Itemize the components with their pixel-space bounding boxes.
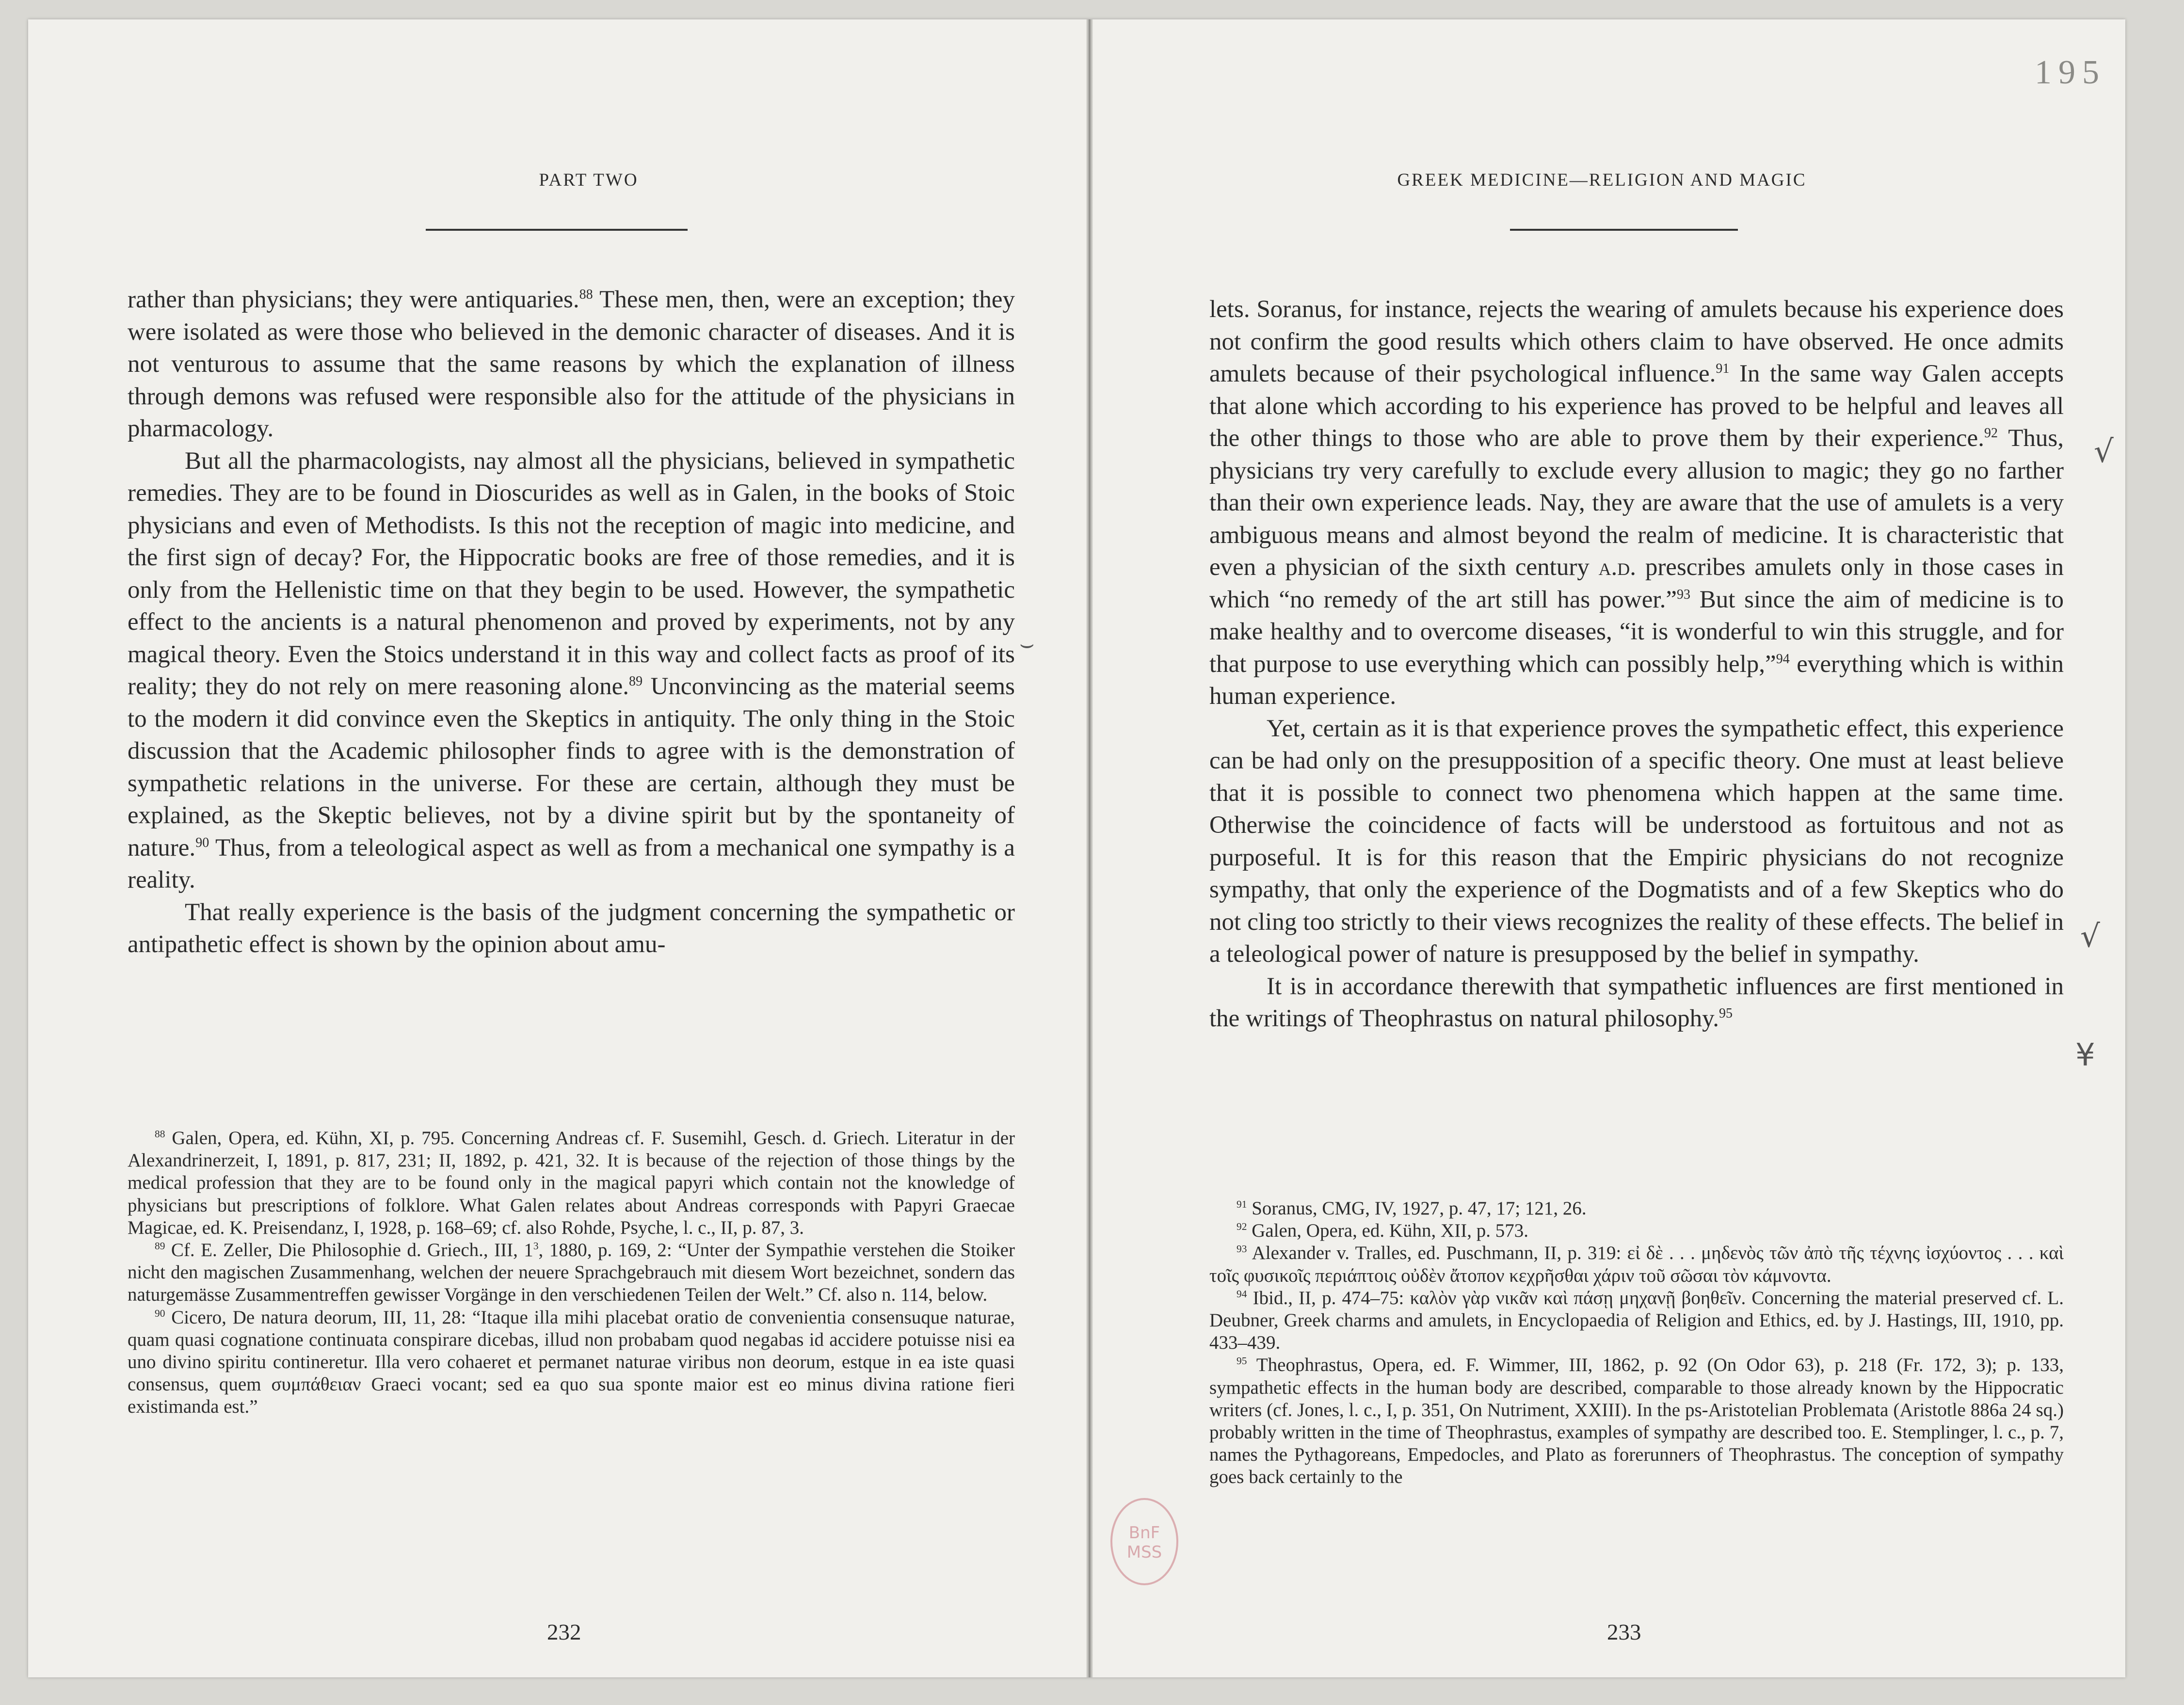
right-footnotes <box>1209 1197 2064 1489</box>
text-run: Soranus, CMG, IV, 1927, p. 47, 17; 121, 26. <box>1247 1198 1587 1219</box>
text-run: Thus, physicians try very carefully to exclude every allusion to magic; they go no farther than their own experience leads. Nay, they are aware that the use of amulets is a very ambiguous means and almost beyond the realm of medicine. It is characteristic that even a physician of the sixth century <box>1209 425 2064 581</box>
footnote-ref: 91 <box>1237 1198 1247 1211</box>
footnote <box>128 1127 1015 1239</box>
footnote-ref: 88 <box>155 1128 165 1140</box>
footnote <box>1209 1354 2064 1488</box>
text-run: prescribes amulets only in those cases in which “no remedy of the art still has power.” <box>1209 554 2064 613</box>
footnote-ref: 88 <box>579 287 593 302</box>
text-run: These men, then, were an exception; they were isolated as were those who believed in the demonic character of diseases. And it is not venturous to assume that the same reasons by which the explanation of illness through demons was refused were responsible also for the attitude of the physicians in pharmacology. <box>128 286 1015 442</box>
running-head-right: GREEK MEDICINE—RELIGION AND MAGIC <box>1397 170 1807 190</box>
margin-mark-check-1: √ <box>2094 434 2114 470</box>
text-run: everything which is within human experience. <box>1209 650 2064 710</box>
footnote-ref: 90 <box>155 1307 165 1319</box>
small-caps-text: a.d. <box>1598 554 1637 581</box>
footnote-ref: 91 <box>1716 361 1730 376</box>
text-run: In the same way Galen accepts that alone which according to his experience has proved to be helpful and leaves all the other things to those who are able to prove them by their experience. <box>1209 360 2064 452</box>
paragraph <box>1209 971 2064 1035</box>
footnote-ref: 89 <box>629 673 643 689</box>
margin-mark-hook: ⌣ <box>1019 630 1035 657</box>
margin-mark-check-2: √ <box>2080 919 2100 955</box>
footnote-ref: 94 <box>1237 1288 1247 1300</box>
paragraph <box>128 445 1015 896</box>
footnote-ref: 89 <box>155 1240 165 1252</box>
text-run: Alexander v. Tralles, ed. Puschmann, II, p. 319: εἰ δὲ . . . μηδενὸς τῶν ἀπὸ τῆς τέχνης ἰσχύοντος . . . καὶ τοῖς φυσικοῖς περιάπτοις οὐδὲν ἄτοπον κεχρῆσθαι χάριν τοῦ σῶσαι τὸν κάμνοντα. <box>1209 1243 2064 1286</box>
text-run: Ibid., II, p. 474–75: καλὸν γὰρ νικᾶν καὶ πάσῃ μηχανῇ βοηθεῖν. Concerning the material preserved cf. L. Deubner, Greek charms and amulets, in Encyclopaedia of Religion and Ethics, ed. by J. Hastings, III, 1910, pp. 433–439. <box>1209 1287 2064 1354</box>
footnote-ref: 3 <box>533 1240 539 1252</box>
library-stamp <box>1110 1498 1178 1585</box>
footnote-ref: 94 <box>1776 651 1790 667</box>
text-run: Galen, Opera, ed. Kühn, XI, p. 795. Concerning Andreas cf. F. Susemihl, Gesch. d. Griech. Literatur in der Alexandrinerzeit, I, 1891, p. 817, 231; II, 1892, p. 421, 32. It is because of the rejection of those things by the medical profession that they are to be found only in the magical papyri which contain not the knowledge of physicians but prescriptions of folklore. What Galen relates about Andreas corresponds with Papyri Graecae Magicae, ed. K. Preisendanz, I, 1928, p. 168–69; cf. also Rohde, Psyche, l. c., II, p. 87, 3. <box>128 1128 1015 1238</box>
text-run: Cf. E. Zeller, Die Philosophie d. Griech., III, 1 <box>165 1240 533 1261</box>
footnote <box>1209 1220 2064 1242</box>
footnote-ref: 95 <box>1237 1355 1247 1367</box>
text-run: rather than physicians; they were antiquaries. <box>128 286 579 313</box>
text-run: , 1880, p. 169, 2: “Unter der Sympathie verstehen die Stoiker nicht den magischen Zusammenhang, welchen der neuere Sprachgebrauch mit diesem Wort bezeichnet, sondern das naturgemässe Zusammentreffen gewisser Vorgänge in den verschiedenen Teilen der Welt.” Cf. also n. 114, below. <box>128 1240 1015 1306</box>
text-run: It is in accordance therewith that sympathetic influences are first mentioned in the writings of Theophrastus on natural philosophy. <box>1209 972 2064 1032</box>
footnote <box>128 1239 1015 1307</box>
margin-mark-cross: ¥ <box>2075 1037 2095 1073</box>
book-gutter <box>1086 19 1093 1677</box>
text-run: Thus, from a teleological aspect as well as from a mechanical one sympathy is a reality. <box>128 834 1015 893</box>
footnote-ref: 92 <box>1984 425 1998 441</box>
stamp-line-2: MSS <box>1126 1543 1162 1562</box>
head-rule-right <box>1510 229 1738 231</box>
left-page <box>28 19 1086 1677</box>
footnote <box>128 1307 1015 1418</box>
text-run: Unconvincing as the material seems to the modern it did convince even the Skeptics in antiquity. The only thing in the Stoic discussion that the Academic philosopher finds to agree with is the demonstration of sympathetic relations in the universe. For these are certain, although they must be explained, as the Skeptic believes, not by a divine spirit but by the spontaneity of nature. <box>128 673 1015 861</box>
head-rule-left <box>426 229 688 231</box>
paragraph <box>1209 293 2064 713</box>
text-run: Theophrastus, Opera, ed. F. Wimmer, III, 1862, p. 92 (On Odor 63), p. 218 (Fr. 172, 3); p. 133, sympathetic effects in the human body are described, comparable to those already known by the Hippocratic writers (cf. Jones, l. c., I, p. 351, On Nutriment, XXIII). In the ps-Aristotelian Problemata (Aristotle 886a 24 sq.) probably written in the time of Theophrastus, examples of sympathy are described too. E. Stemplinger, l. c., p. 7, names the Pythagoreans, Empedocles, and Plato as forerunners of Theophrastus. The conception of sympathy goes back certainly to the <box>1209 1354 2064 1488</box>
text-run: But all the pharmacologists, nay almost all the physicians, believed in sympathetic remedies. They are to be found in Dioscurides as well as in Galen, in the books of Stoic physicians and even of Methodists. Is this not the reception of magic into medicine, and the first sign of decay? For, the Hippocratic books are free of those remedies, and it is only from the Hellenistic time on that they begin to be used. However, the sympathetic effect to the ancients is a natural phenomenon and proved by experiments, not by any magical theory. Even the Stoics understand it in this way and collect facts as proof of its reality; they do not rely on mere reasoning alone. <box>128 447 1015 700</box>
footnote <box>1209 1287 2064 1354</box>
footnote-ref: 93 <box>1676 587 1691 602</box>
text-run: But since the aim of medicine is to make healthy and to overcome diseases, “it is wonderful to win this struggle, and for that purpose to use everything which can possibly help,” <box>1209 586 2064 678</box>
left-footnotes <box>128 1127 1015 1418</box>
paragraph <box>128 896 1015 961</box>
paragraph <box>1209 713 2064 971</box>
right-page <box>1093 19 2125 1677</box>
running-head-left: PART TWO <box>539 170 639 190</box>
footnote-ref: 95 <box>1719 1005 1733 1021</box>
page-number-left: 232 <box>547 1620 581 1645</box>
stamp-line-1: BnF <box>1128 1523 1160 1543</box>
page-number-right: 233 <box>1607 1620 1641 1645</box>
text-run: Cicero, De natura deorum, III, 11, 28: “Itaque illa mihi placebat oratio de convenientia consensuque naturae, quam quasi cognatione continuata conspirare dicebas, illud non probabam quod negabas id accidere potuisse nisi ea uno divino spiritu contineretur. Illa vero cohaeret et permanet naturae viribus non deorum, estque in ea iste quasi consensus, quem συμπάθειαν Graeci vocant; sed ea quo sua sponte maior est eo minus divina ratione fieri existimanda est.” <box>128 1307 1015 1418</box>
text-run: Yet, certain as it is that experience proves the sympathetic effect, this experience can be had only on the presupposition of a specific theory. One must at least believe that it is possible to connect two phenomena which happen at the same time. Otherwise the coincidence of facts will be understood as fortuitous and not as purposeful. It is for this reason that the Empiric physicians do not recognize sympathy, that only the experience of the Dogmatists and of a few Skeptics who do not cling too strictly to their views recognizes the reality of these effects. The belief in a teleological power of nature is presupposed by the belief in sympathy. <box>1209 715 2064 968</box>
text-run: lets. Soranus, for instance, rejects the wearing of amulets because his experience does not confirm the good results which others claim to have observed. He once admits amulets because of their psychological influence. <box>1209 296 2064 387</box>
text-run: That really experience is the basis of the judgment concerning the sympathetic or antipathetic effect is shown by the opinion about amu- <box>128 898 1015 958</box>
paragraph <box>128 284 1015 445</box>
folio-number: 195 <box>2035 54 2106 91</box>
footnote-ref: 90 <box>195 835 209 850</box>
footnote <box>1209 1242 2064 1287</box>
left-body-text <box>128 284 1015 961</box>
text-run: Galen, Opera, ed. Kühn, XII, p. 573. <box>1247 1220 1528 1242</box>
footnote-ref: 92 <box>1237 1221 1247 1233</box>
right-body-text <box>1209 293 2064 1035</box>
footnote <box>1209 1197 2064 1220</box>
footnote-ref: 93 <box>1237 1243 1247 1255</box>
